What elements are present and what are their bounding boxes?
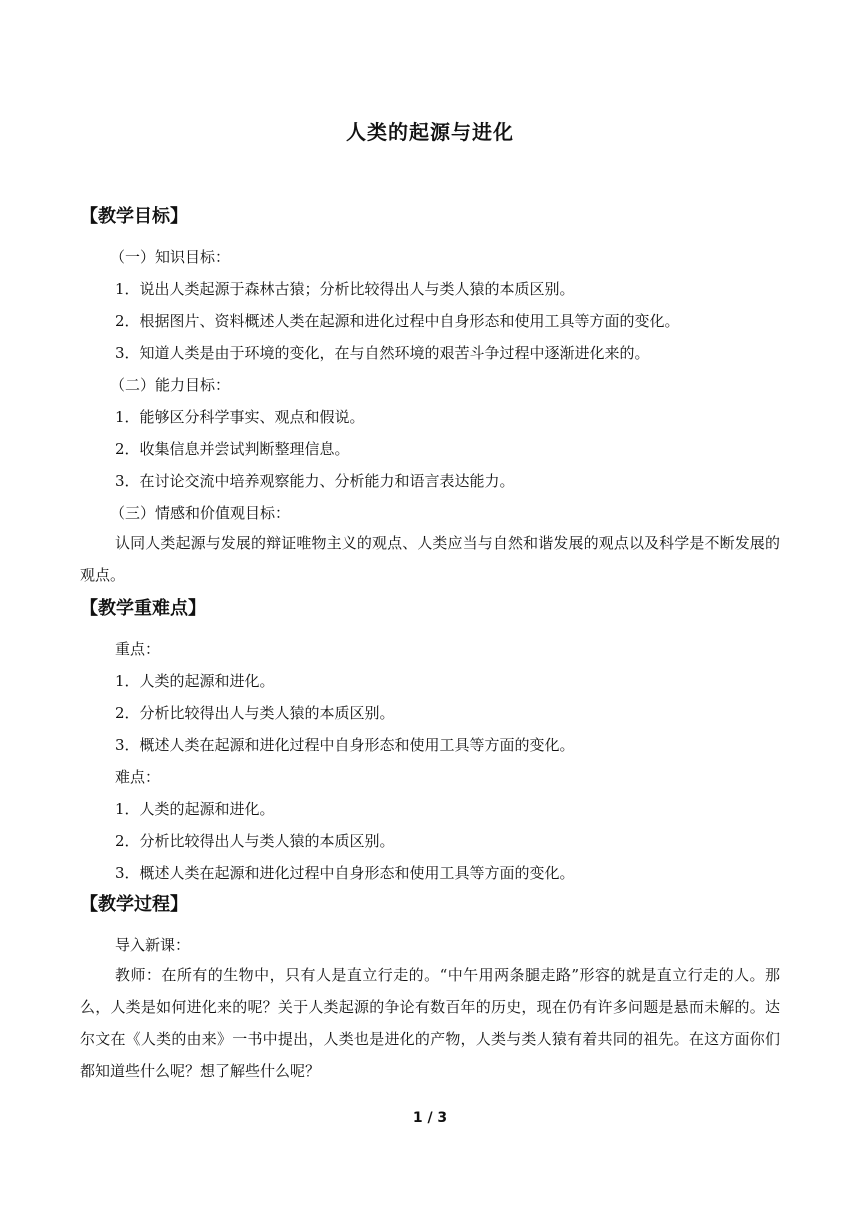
list-item: 1．说出人类起源于森林古猿；分析比较得出人与类人猿的本质区别。 — [115, 280, 575, 298]
section-heading-key-points: 【教学重难点】 — [80, 598, 206, 619]
label-intro: 导入新课： — [115, 936, 191, 954]
document-body — [80, 205, 780, 1087]
subheading-ability: （二）能力目标： — [110, 376, 231, 394]
label-difficult-points: 难点： — [115, 768, 161, 786]
list-item: 3．概述人类在起源和进化过程中自身形态和使用工具等方面的变化。 — [115, 736, 575, 754]
list-item: 1．人类的起源和进化。 — [115, 800, 275, 818]
subheading-knowledge: （一）知识目标： — [110, 248, 231, 266]
subheading-values: （三）情感和价值观目标： — [110, 504, 291, 522]
section-heading-process: 【教学过程】 — [80, 894, 188, 915]
list-item: 2．分析比较得出人与类人猿的本质区别。 — [115, 704, 395, 722]
list-item: 3．在讨论交流中培养观察能力、分析能力和语言表达能力。 — [115, 472, 515, 490]
paragraph-intro: 教师：在所有的生物中，只有人是直立行走的。“中午用两条腿走路”形容的就是直立行走的人。那么，人类是如何进化来的呢？关于人类起源的争论有数百年的历史，现在仍有许多问题是悬而未解的。达尔文在《人类的由来》一书中提出，人类也是进化的产物，人类与类人猿有着共同的祖先。在这方面你们都知道些什么呢？想了解些什么呢？ — [80, 966, 780, 1080]
list-item: 3．知道人类是由于环境的变化，在与自然环境的艰苦斗争过程中逐渐进化来的。 — [115, 344, 650, 362]
section-heading-objectives: 【教学目标】 — [80, 206, 188, 227]
list-item: 2．根据图片、资料概述人类在起源和进化过程中自身形态和使用工具等方面的变化。 — [115, 312, 680, 330]
document-title: 人类的起源与进化 — [346, 120, 514, 144]
list-item: 1．人类的起源和进化。 — [115, 672, 275, 690]
paragraph-values: 认同人类起源与发展的辩证唯物主义的观点、人类应当与自然和谐发展的观点以及科学是不断发展的观点。 — [80, 534, 780, 584]
page-number: 1 / 3 — [412, 1110, 448, 1126]
list-item: 2．分析比较得出人与类人猿的本质区别。 — [115, 832, 395, 850]
list-item: 1．能够区分科学事实、观点和假说。 — [115, 408, 365, 426]
list-item: 3．概述人类在起源和进化过程中自身形态和使用工具等方面的变化。 — [115, 864, 575, 882]
label-key-points: 重点： — [115, 640, 161, 658]
list-item: 2．收集信息并尝试判断整理信息。 — [115, 440, 350, 458]
